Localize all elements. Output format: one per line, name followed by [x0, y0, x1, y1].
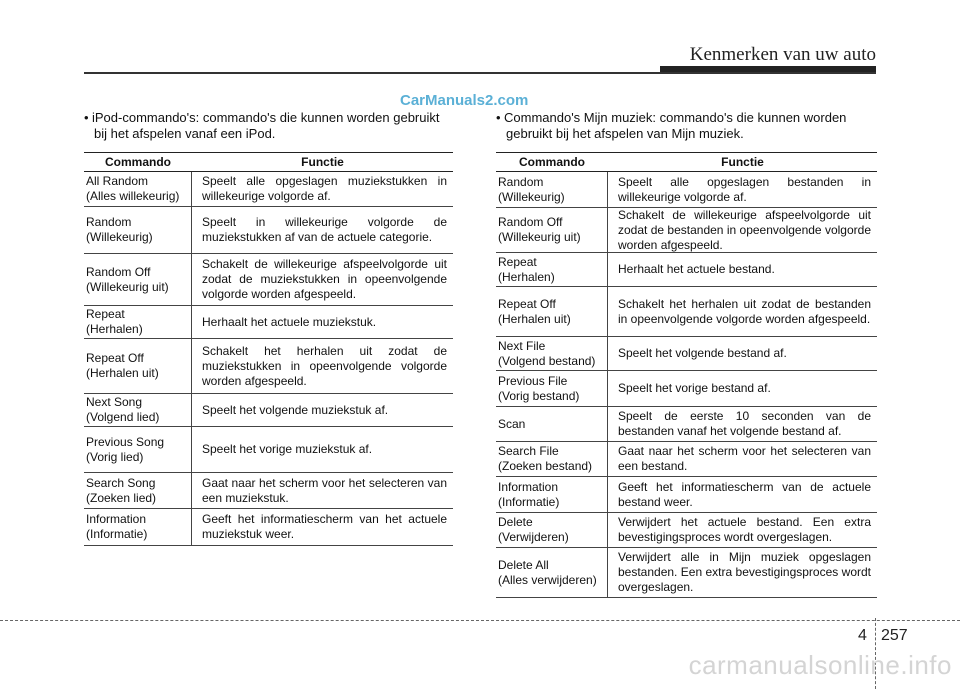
command-cell [496, 253, 608, 286]
function-cell [192, 339, 453, 393]
function-description: Speelt alle opgeslagen muziekstukken in willekeurige volgorde af. [202, 174, 447, 203]
command-cell [496, 337, 608, 370]
table-row [84, 339, 453, 394]
table-row [496, 407, 877, 442]
table-row [84, 427, 453, 473]
command-cell [496, 287, 608, 336]
command-cell [496, 172, 608, 207]
function-cell [192, 473, 453, 508]
command-name: Previous File [498, 373, 568, 388]
function-cell [608, 253, 877, 286]
page-header-title: Kenmerken van uw auto [689, 44, 876, 65]
table-row [84, 509, 453, 546]
table-row [84, 306, 453, 339]
table-row [84, 207, 453, 254]
command-translation: (Zoeken lied) [86, 490, 157, 505]
command-translation: (Herhalen uit) [86, 366, 159, 380]
right-intro-text1: Commando's Mijn muziek: commando's die kunnen worden [504, 110, 847, 125]
command-translation: (Willekeurig uit) [86, 279, 169, 294]
function-description: Speelt alle opgeslagen bestanden in willekeurige volgorde af. [618, 174, 871, 204]
footer-rule [0, 620, 960, 621]
table-row [84, 394, 453, 427]
command-cell [84, 394, 192, 426]
function-cell [608, 513, 877, 547]
table-row [496, 371, 877, 407]
function-cell [192, 427, 453, 472]
command-cell [84, 509, 192, 545]
my-music-commands-table [496, 152, 877, 598]
function-cell [608, 548, 877, 597]
table-header [496, 152, 877, 172]
function-cell [192, 394, 453, 426]
function-description: Schakelt de willekeurige afspeelvolgorde uit zodat de muziekstukken in opeenvolgende volgorde worden afgespeeld. [202, 257, 447, 301]
command-name: Repeat [498, 254, 537, 269]
column-header-functie: Functie [301, 155, 344, 169]
command-translation: (Herhalen) [498, 269, 555, 284]
command-translation: (Willekeurig) [498, 189, 565, 204]
column-header-functie: Functie [721, 155, 764, 169]
function-cell [192, 172, 453, 206]
command-translation: (Volgend bestand) [498, 353, 596, 368]
function-description: Speelt het vorige muziekstuk af. [202, 442, 373, 456]
function-description: Geeft het informatiescherm van de actuele bestand weer. [618, 479, 871, 509]
table-row [496, 208, 877, 253]
command-cell [84, 172, 192, 206]
function-cell [608, 407, 877, 441]
left-intro [84, 110, 464, 142]
command-name: Delete All [498, 557, 549, 572]
table-row [496, 548, 877, 598]
command-cell [496, 371, 608, 406]
command-translation: (Vorig lied) [86, 449, 144, 464]
function-cell [192, 509, 453, 545]
bullet: • [84, 110, 89, 125]
command-cell [84, 473, 192, 508]
command-translation: (Willekeurig) [86, 230, 153, 244]
table-header [84, 152, 453, 172]
command-name: Information [498, 479, 559, 494]
table-row [496, 253, 877, 287]
function-cell [192, 306, 453, 338]
watermark-bottom: carmanualsonline.info [688, 650, 952, 680]
command-name: Next Song [86, 395, 143, 409]
command-name: Random Off [498, 215, 563, 229]
command-cell [496, 407, 608, 441]
table-row [496, 442, 877, 477]
function-description: Speelt het vorige bestand af. [618, 381, 771, 395]
function-description: Speelt het volgende muziekstuk af. [202, 402, 389, 417]
function-cell [192, 207, 453, 253]
function-description: Speelt de eerste 10 seconden van de bestanden vanaf het volgende bestand af. [618, 409, 871, 438]
table-row [496, 287, 877, 337]
command-cell [84, 254, 192, 305]
function-description: Verwijdert het actuele bestand. Een extra bevestigingsproces wordt overgeslagen. [618, 515, 871, 544]
function-cell [608, 208, 877, 252]
command-translation: (Alles willekeurig) [86, 189, 180, 203]
command-cell [496, 477, 608, 512]
command-cell [496, 208, 608, 252]
left-intro-text1: iPod-commando's: commando's die kunnen worden gebruikt [92, 110, 440, 125]
watermark-top: CarManuals2.com [400, 92, 529, 109]
command-name: Previous Song [86, 434, 165, 449]
table-row [496, 337, 877, 371]
command-name: Scan [498, 416, 526, 431]
function-description: Speelt in willekeurige volgorde de muziekstukken af van de actuele categorie. [202, 215, 447, 244]
right-intro-line2: gebruikt bij het afspelen van Mijn muziek. [506, 126, 744, 141]
command-name: Search File [498, 444, 559, 458]
command-cell [84, 306, 192, 338]
command-translation: (Herhalen) [86, 322, 143, 336]
bullet: • [496, 110, 501, 125]
command-translation: (Vorig bestand) [498, 388, 580, 403]
function-cell [608, 337, 877, 370]
column-header-commando: Commando [519, 155, 585, 169]
command-translation: (Informatie) [86, 527, 148, 541]
command-cell [84, 427, 192, 472]
header-rule [84, 72, 876, 74]
command-name: Information [86, 512, 147, 526]
table-body [496, 172, 877, 598]
command-name: Repeat [86, 307, 125, 321]
command-name: Delete [498, 515, 533, 529]
command-translation: (Informatie) [498, 494, 560, 509]
function-cell [608, 172, 877, 207]
command-name: Search Song [86, 475, 156, 490]
function-description: Speelt het volgende bestand af. [618, 346, 787, 360]
table-body [84, 172, 453, 546]
command-translation: (Verwijderen) [498, 530, 569, 544]
ipod-commands-table [84, 152, 453, 546]
function-cell [608, 371, 877, 406]
chapter-number: 4 [858, 627, 867, 644]
right-intro [496, 110, 886, 142]
command-translation: (Alles verwijderen) [498, 572, 597, 587]
right-intro-line1 [496, 110, 886, 126]
command-name: Repeat Off [498, 296, 556, 311]
function-cell [192, 254, 453, 305]
command-cell [496, 513, 608, 547]
function-description: Schakelt het herhalen uit zodat de muziekstukken in opeenvolgende volgorde worden afgespeeld. [202, 343, 447, 388]
command-name: Random [498, 174, 544, 189]
command-translation: (Zoeken bestand) [498, 459, 593, 473]
command-translation: (Herhalen uit) [498, 311, 571, 326]
function-description: Verwijdert alle in Mijn muziek opgeslagen bestanden. Een extra bevestigingsproces wordt overgeslagen. [618, 550, 871, 594]
function-description: Schakelt de willekeurige afspeelvolgorde uit zodat de bestanden in opeenvolgende volgorde worden afgespeeld. [618, 207, 871, 252]
command-name: Repeat Off [86, 351, 144, 365]
function-cell [608, 287, 877, 336]
command-translation: (Volgend lied) [86, 410, 160, 424]
function-description: Herhaalt het actuele muziekstuk. [202, 314, 377, 329]
left-intro-line2: bij het afspelen vanaf een iPod. [94, 126, 276, 141]
command-translation: (Willekeurig uit) [498, 230, 581, 244]
function-description: Geeft het informatiescherm van het actuele muziekstuk weer. [202, 512, 447, 541]
table-row [84, 473, 453, 509]
function-cell [608, 477, 877, 512]
column-header-commando: Commando [105, 155, 171, 169]
command-cell [496, 442, 608, 476]
page-number: 257 [881, 627, 908, 644]
table-row [84, 172, 453, 207]
command-name: All Random [86, 174, 149, 188]
table-row [496, 172, 877, 208]
table-row [496, 477, 877, 513]
function-description: Gaat naar het scherm voor het selecteren van een bestand. [618, 444, 871, 473]
function-cell [608, 442, 877, 476]
function-description: Schakelt het herhalen uit zodat de bestanden in opeenvolgende volgorde worden afgespeeld. [618, 296, 871, 326]
command-name: Random Off [86, 264, 151, 279]
command-name: Next File [498, 338, 546, 353]
function-description: Herhaalt het actuele bestand. [618, 262, 775, 276]
command-cell [84, 339, 192, 393]
command-name: Random [86, 215, 132, 229]
function-description: Gaat naar het scherm voor het selecteren van een muziekstuk. [202, 475, 447, 505]
left-intro-line1 [84, 110, 464, 126]
table-row [84, 254, 453, 306]
command-cell [84, 207, 192, 253]
table-row [496, 513, 877, 548]
command-cell [496, 548, 608, 597]
